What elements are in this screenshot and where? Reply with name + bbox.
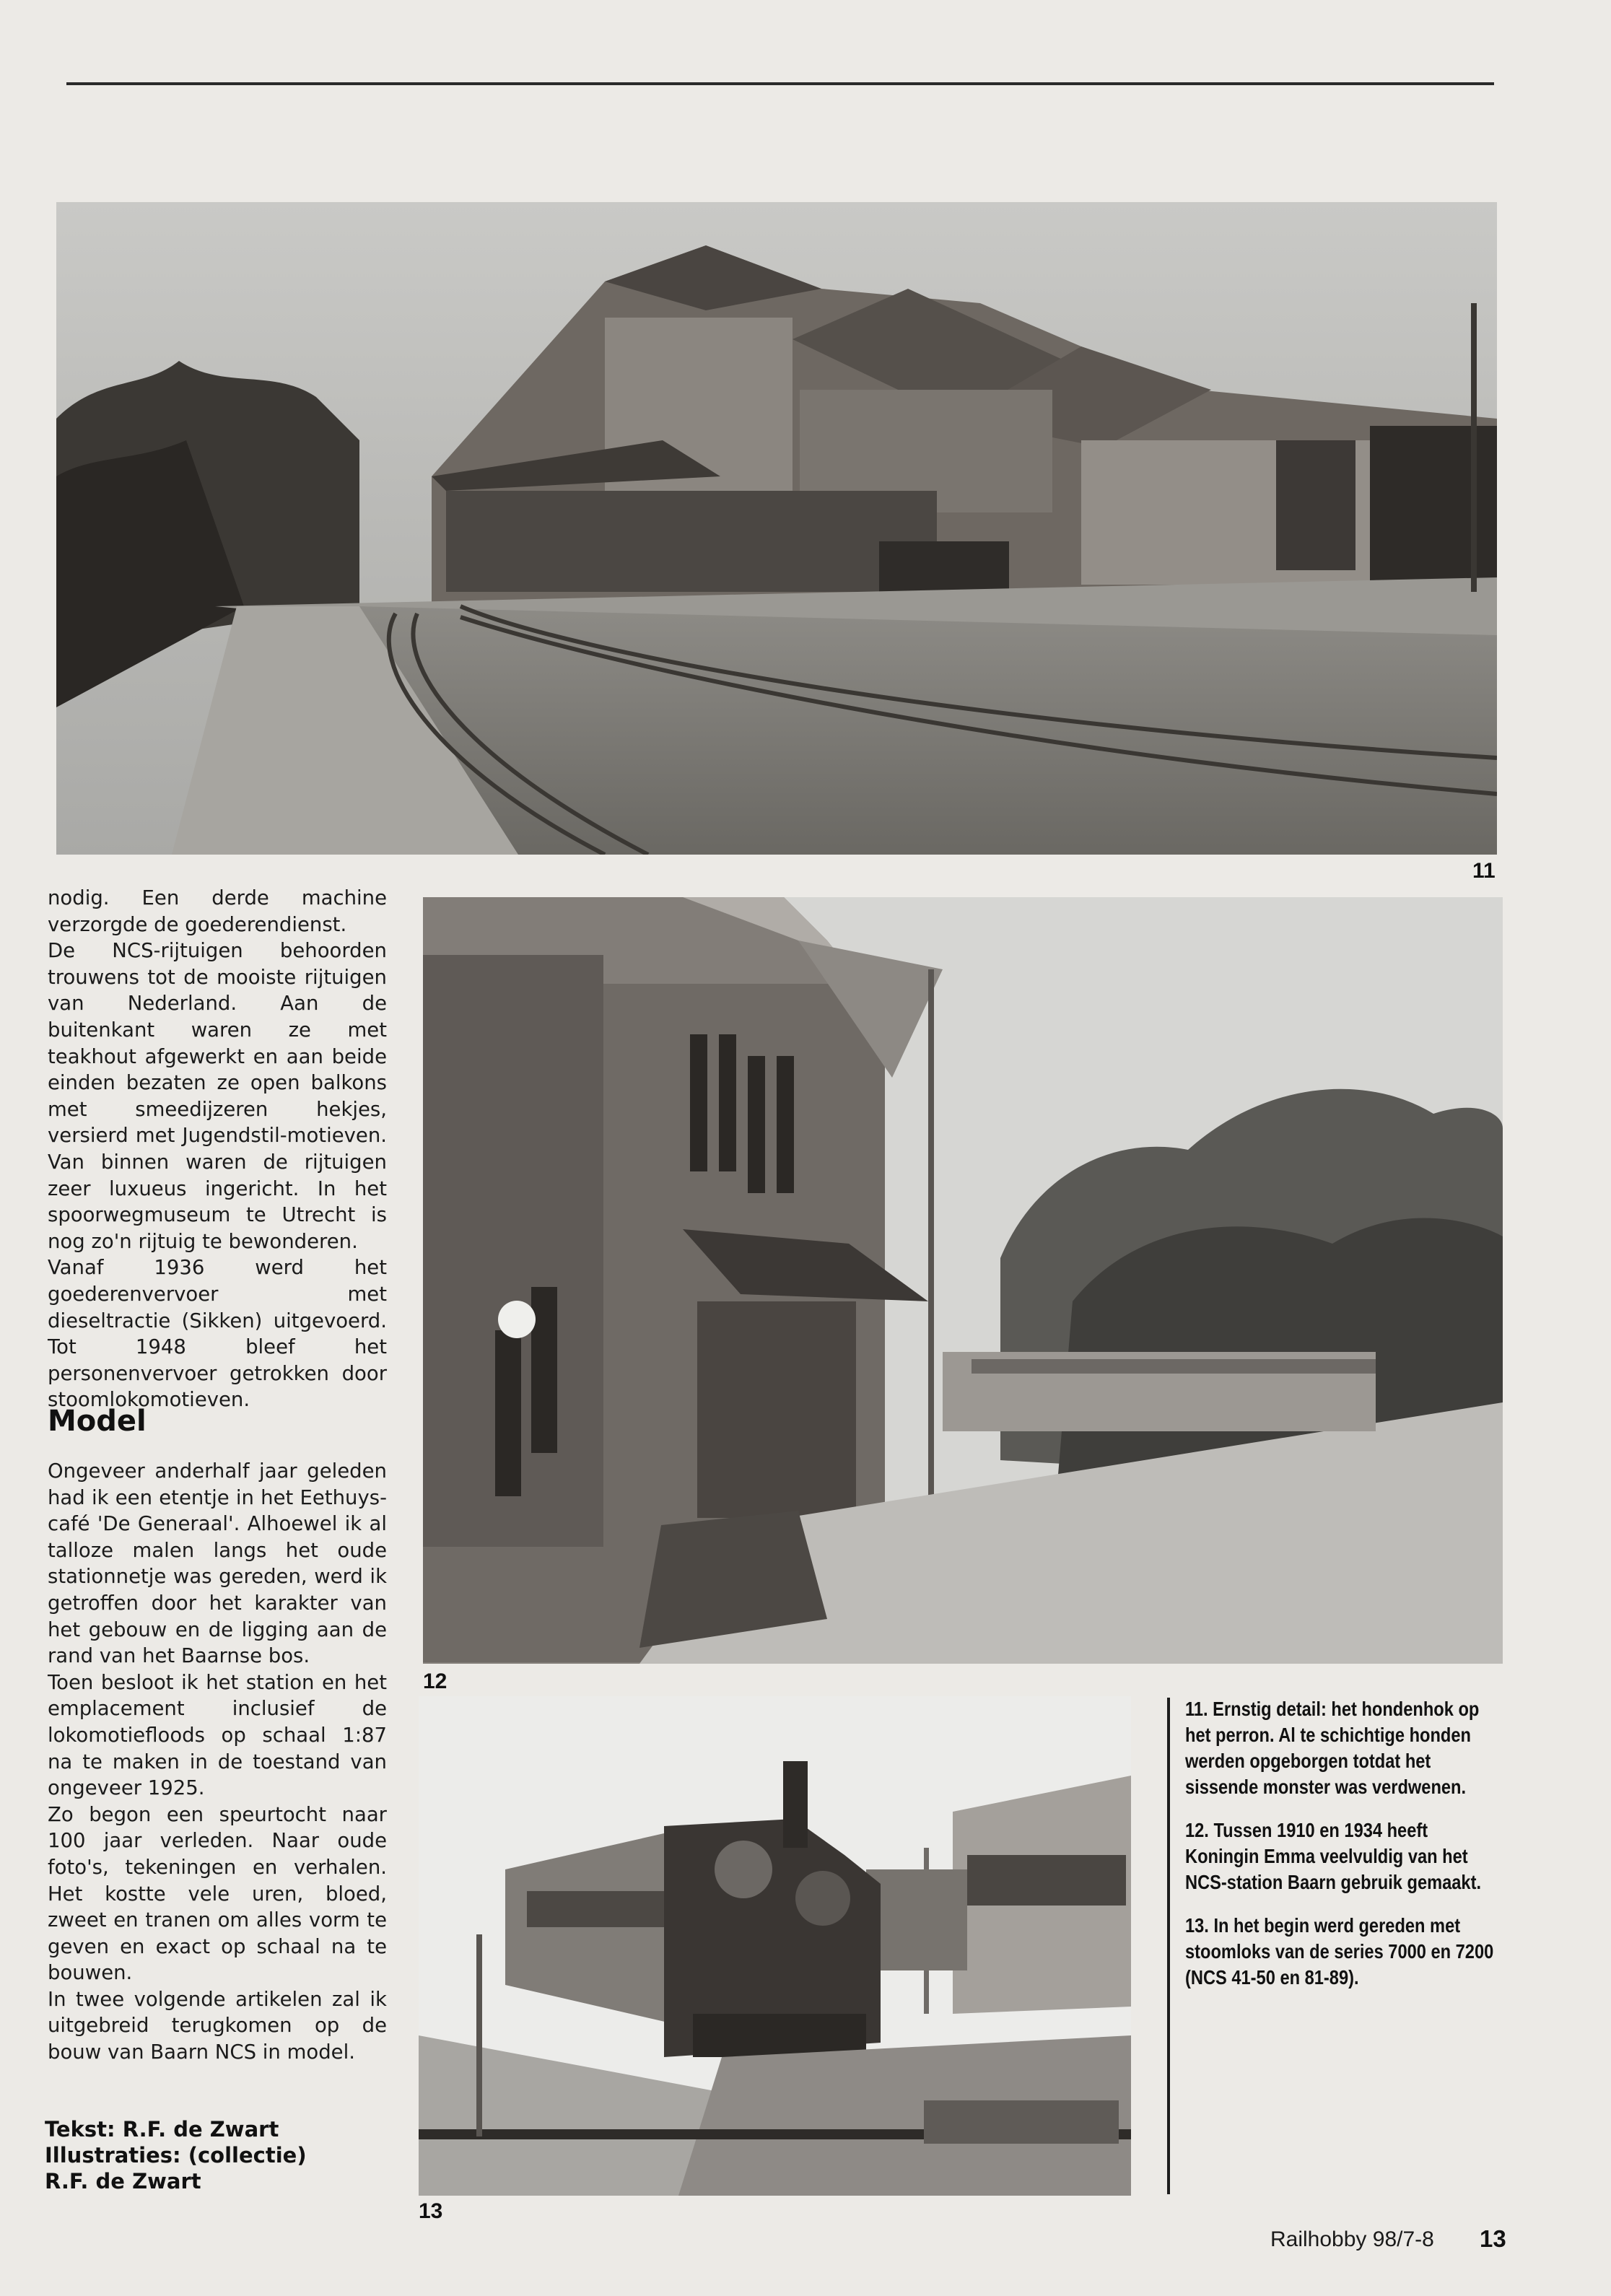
figure-number-12: 12 xyxy=(423,1669,448,1693)
figure-number-11: 11 xyxy=(1472,859,1496,883)
paragraph: De NCS-rijtuigen behoorden trouwens tot de mooiste rijtuigen van Nederland. Aan de buitenkant waren ze met teakhout afgewerkt en aan beide einden bezaten ze open balkons met smeedijzeren hekjes, versierd met Jugendstil-motieven. Van binnen waren de rijtuigen zeer luxueus ingericht. In het spoorwegmuseum te Utrecht is nog zo'n rijtuig te bewonderen. xyxy=(48,939,387,1253)
paragraph: Toen besloot ik het station en het emplacement inclusief de lokomotiefloods op schaal 1:87 na te maken in de toestand van ongeveer 1925. xyxy=(48,1670,387,1800)
page-number: 13 xyxy=(1480,2225,1506,2252)
credit-illustrations-name: R.F. de Zwart xyxy=(45,2169,201,2194)
paragraph: nodig. Een derde machine verzorgde de goederendienst. xyxy=(48,886,387,936)
caption-divider xyxy=(1167,1698,1170,2194)
figure-captions xyxy=(1185,1696,1494,2008)
paragraph: Ongeveer anderhalf jaar geleden had ik een etentje in het Eethuys-café 'De Generaal'. Alhoewel ik al talloze malen langs het oude stationnetje was gereden, werd ik getroffen door het karakter van het gebouw en de ligging aan de rand van het Baarnse bos. xyxy=(48,1459,387,1668)
footer-magazine: Railhobby 98/7-8 xyxy=(1270,2227,1434,2251)
article-model-text xyxy=(48,1458,387,2066)
article-credits xyxy=(45,2116,384,2194)
caption-12: 12. Tussen 1910 en 1934 heeft Koningin Emma veelvuldig van het NCS-station Baarn gebruik gemaakt. xyxy=(1185,1819,1482,1893)
paragraph: In twee volgende artikelen zal ik uitgebreid terugkomen op de bouw van Baarn NCS in model. xyxy=(48,1987,387,2064)
article-intro-text xyxy=(48,885,387,1413)
photo-station-crowd xyxy=(423,897,1503,1664)
paragraph: Vanaf 1936 werd het goederenvervoer met dieseltractie (Sikken) uitgevoerd. Tot 1948 bleef het personenvervoer getrokken door stoomlokomotieven. xyxy=(48,1256,387,1412)
top-rule xyxy=(66,82,1494,85)
caption-11: 11. Ernstig detail: het hondenhok op het perron. Al te schichtige honden werden opgeborgen totdat het sissende monster was verdwenen. xyxy=(1185,1698,1480,1798)
figure-number-13: 13 xyxy=(419,2199,443,2223)
credit-illustrations: Illustraties: (collectie) xyxy=(45,2143,307,2168)
credit-text: Tekst: R.F. de Zwart xyxy=(45,2117,279,2142)
section-heading-model: Model xyxy=(48,1405,147,1438)
photo-station-platform xyxy=(56,202,1497,855)
paragraph: Zo begon een speurtocht naar 100 jaar verleden. Naar oude foto's, tekeningen en verhalen. Het kostte vele uren, bloed, zweet en tranen om alles vorm te geven en exact op schaal na te bouwen. xyxy=(48,1802,387,1985)
caption-13: 13. In het begin werd gereden met stoomloks van de series 7000 en 7200 (NCS 41-50 en 81-89). xyxy=(1185,1914,1494,1989)
photo-steam-train xyxy=(419,1696,1131,2196)
